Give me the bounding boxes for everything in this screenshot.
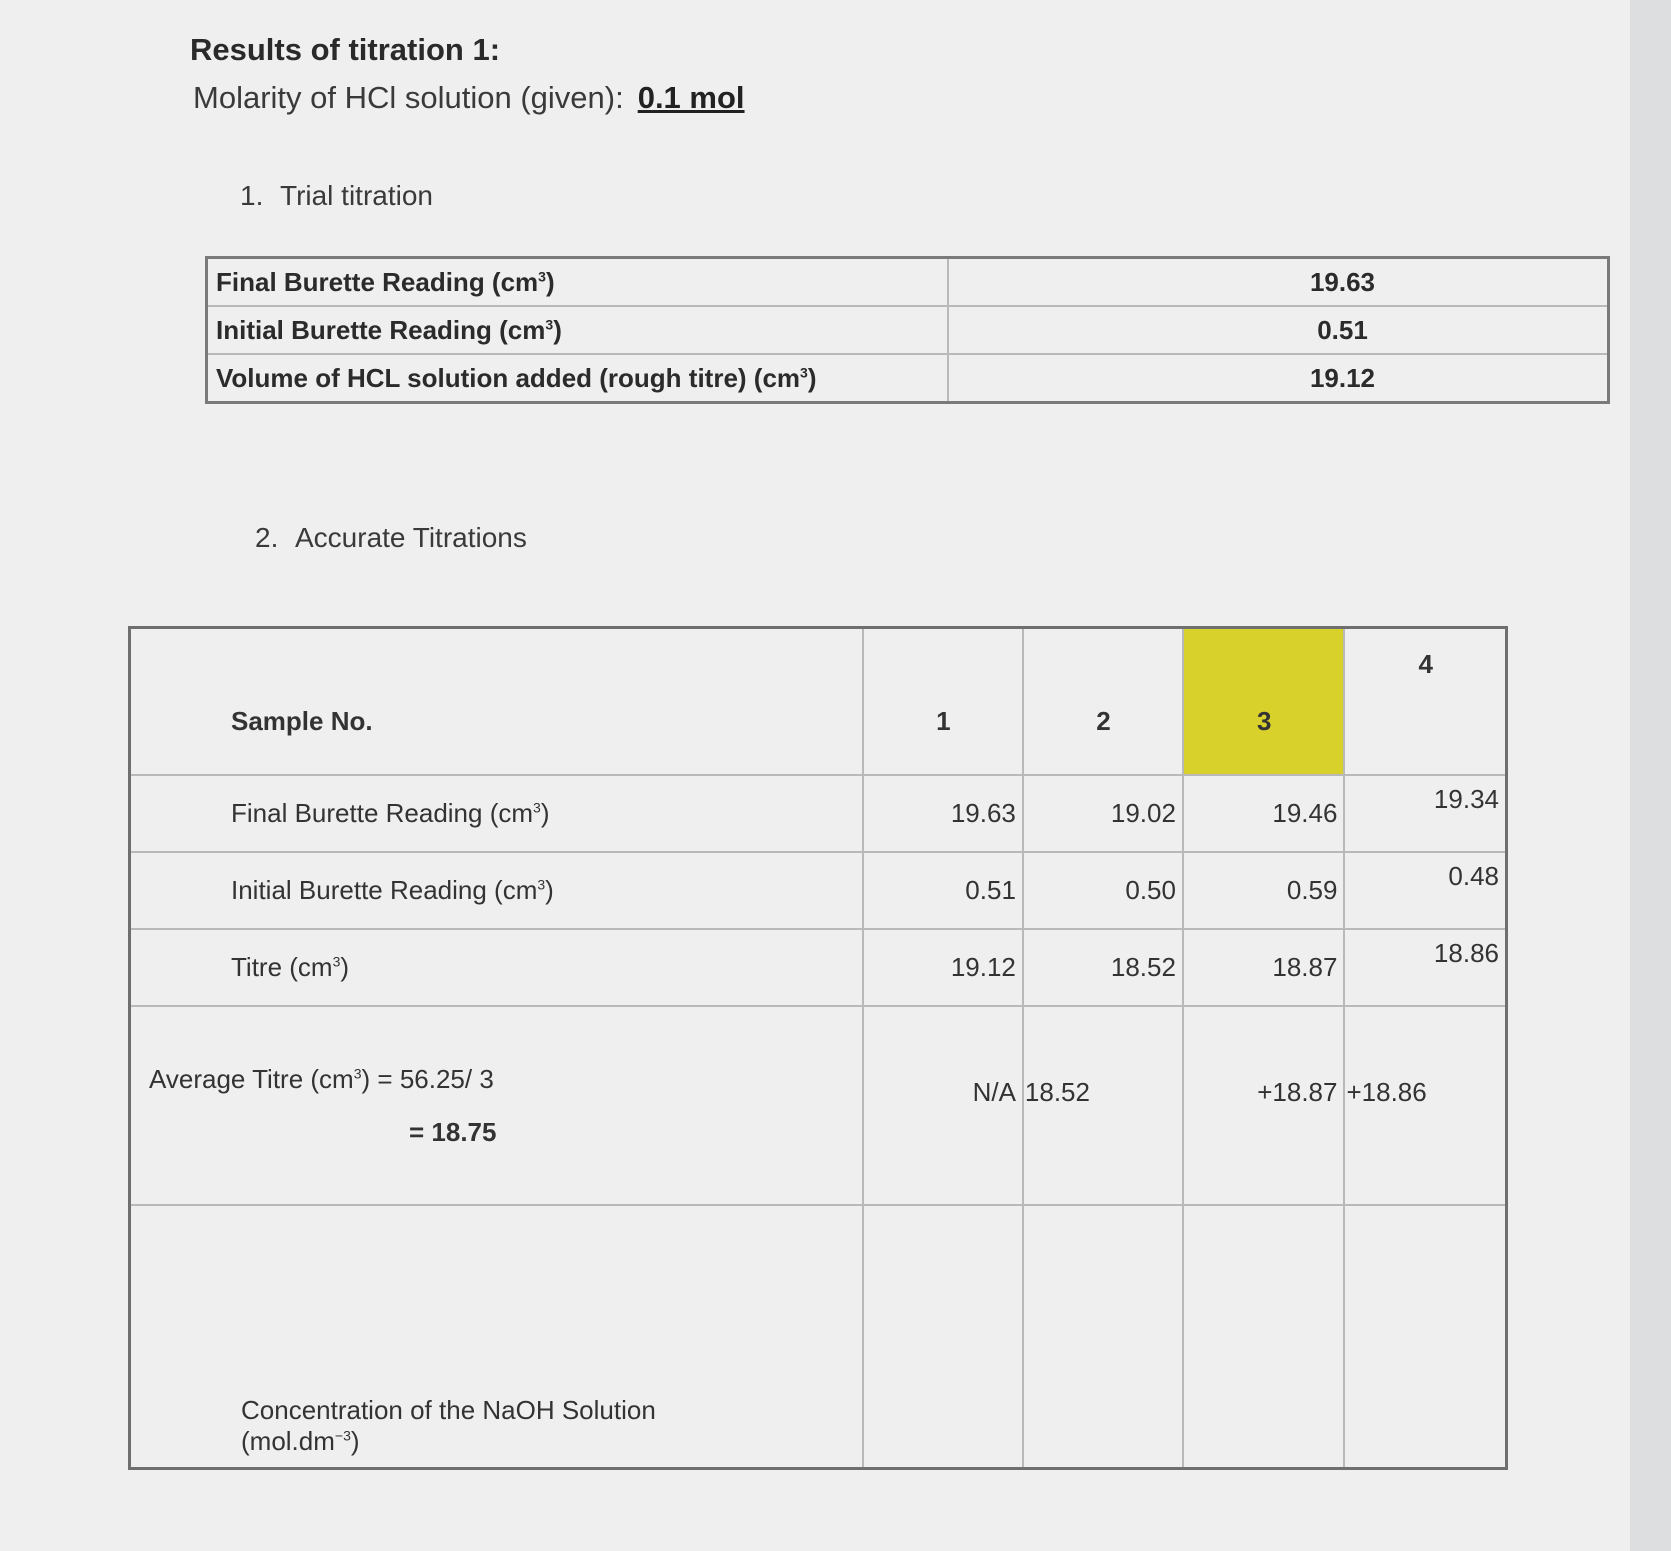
cell-value: 19.12 xyxy=(863,929,1023,1006)
sample-header-1: 1 xyxy=(863,628,1023,776)
page-title: Results of titration 1: xyxy=(190,32,501,67)
cell-value: 0.50 xyxy=(1023,852,1183,929)
concentration-cell[interactable] xyxy=(1183,1205,1345,1469)
average-cell: 18.52 xyxy=(1023,1006,1183,1205)
section-label: Accurate Titrations xyxy=(295,522,527,553)
header-row xyxy=(130,628,1507,776)
cell-value: 19.46 xyxy=(1183,775,1345,852)
sample-header-3-highlighted: 3 xyxy=(1183,628,1345,776)
average-titre-row xyxy=(130,1006,1507,1205)
row-label: Initial Burette Reading $(cm^3)$ xyxy=(130,852,863,929)
section-number: 1. xyxy=(240,180,264,211)
average-titre-label: Average Titre $(cm^3) = 56.25/$ 3 = 18.75 xyxy=(130,1006,863,1205)
trial-titration-table xyxy=(205,256,1610,404)
sample-header-2: 2 xyxy=(1023,628,1183,776)
row-value: 19.12 xyxy=(948,354,1609,403)
concentration-cell[interactable] xyxy=(863,1205,1023,1469)
section-number: 2. xyxy=(255,522,279,553)
average-cell: +18.86 xyxy=(1344,1006,1506,1205)
row-value: 19.63 xyxy=(948,258,1609,307)
section-trial-title xyxy=(240,180,433,212)
cell-value: 18.52 xyxy=(1023,929,1183,1006)
row-label: Titre $(cm^3)$ xyxy=(130,929,863,1006)
accurate-titrations-table xyxy=(128,626,1508,1470)
concentration-cell[interactable] xyxy=(1023,1205,1183,1469)
row-label: Volume of HCL solution added (rough titre) $(cm^3)$ xyxy=(207,354,949,403)
section-accurate-title xyxy=(255,522,527,554)
cell-value: 19.63 xyxy=(863,775,1023,852)
sample-no-label: Sample No. xyxy=(130,628,863,776)
section-label: Trial titration xyxy=(280,180,434,211)
cell-value: 18.86 xyxy=(1344,929,1506,1006)
molarity-label: Molarity of HCl solution (given): xyxy=(193,80,624,115)
cell-value: 19.02 xyxy=(1023,775,1183,852)
average-result: = 18.75 xyxy=(409,1116,497,1147)
row-label: Initial Burette Reading $(cm^3)$ xyxy=(207,306,949,354)
concentration-cell[interactable] xyxy=(1344,1205,1506,1469)
molarity-value: 0.1 mol xyxy=(637,80,745,115)
row-label: Final Burette Reading $(cm^3)$ xyxy=(130,775,863,852)
table-row xyxy=(207,354,1609,403)
cell-value: 0.48 xyxy=(1344,852,1506,929)
average-calc: = 56.25/ 3 xyxy=(377,1063,494,1094)
table-row xyxy=(207,306,1609,354)
concentration-label: Concentration of the NaOH Solution $(mol.dm^{-3})$ xyxy=(130,1205,863,1469)
cell-value: 19.34 xyxy=(1344,775,1506,852)
row-label: Final Burette Reading $(cm^3)$ xyxy=(207,258,949,307)
table-row xyxy=(207,258,1609,307)
table-row xyxy=(130,852,1507,929)
page-edge xyxy=(1630,0,1671,1551)
average-cell: +18.87 xyxy=(1183,1006,1345,1205)
average-cell: N/A xyxy=(863,1006,1023,1205)
cell-value: 0.51 xyxy=(863,852,1023,929)
row-value: 0.51 xyxy=(948,306,1609,354)
table-row xyxy=(130,775,1507,852)
cell-value: 0.59 xyxy=(1183,852,1345,929)
concentration-row xyxy=(130,1205,1507,1469)
table-row xyxy=(130,929,1507,1006)
sample-header-4: 4 xyxy=(1344,628,1506,776)
molarity-line xyxy=(193,80,745,116)
cell-value: 18.87 xyxy=(1183,929,1345,1006)
